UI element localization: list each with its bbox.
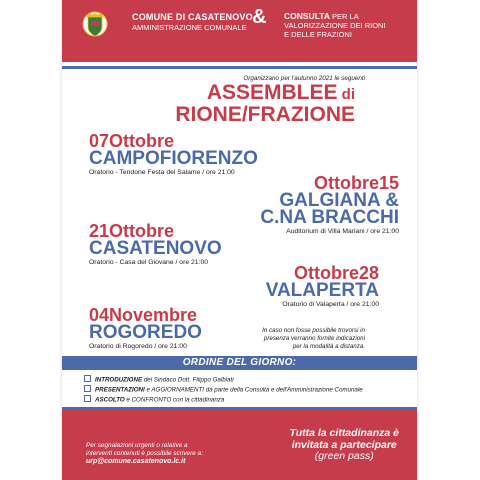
agenda-item [84, 375, 404, 385]
event-casatenovo [89, 222, 222, 266]
event-month: Ottobre [109, 131, 175, 151]
invite-line1: Tutta la cittadinanza è [289, 427, 399, 439]
invite-line3: (green pass) [314, 450, 374, 462]
org-consulta-line3: E DELLE FRAZIONI [284, 30, 352, 39]
title-di: di [337, 86, 355, 103]
org-comune-subtitle: AMMINISTRAZIONE COMUNALE [132, 23, 247, 32]
event-place: CASATENOVO [89, 238, 222, 259]
checkbox-bullet-icon [84, 375, 91, 382]
event-venue: Oratorio di Rogoredo / ore 21:00 [89, 343, 187, 350]
title-line2: RIONE/FRAZIONE [175, 103, 355, 126]
header-banner [62, 0, 417, 62]
note-line1: In caso non fosse possibile trovorsi in [262, 327, 365, 334]
agenda-item-text: e CONFRONTO con la cittadinanza [124, 396, 225, 404]
org-comune-name: COMUNE DI CASATENOVO [132, 12, 253, 22]
event-month: Ottobre [313, 173, 379, 193]
agenda-title: ORDINE DEL GIORNO: [182, 357, 297, 368]
contact-line2: interventi contenuti è possibile scrivere a: [86, 450, 203, 457]
org-consulta-line1: PER LA [329, 12, 359, 21]
event-day: 15 [378, 173, 399, 193]
contact-info [86, 442, 203, 466]
agenda-item-text: del Sindaco Dott. Filippo Galbiati [142, 376, 234, 384]
event-galgiana [260, 174, 399, 235]
agenda-list [84, 375, 404, 405]
event-valaperta [266, 264, 379, 308]
title-line1: ASSEMBLEE [206, 81, 338, 104]
event-place: VALAPERTA [265, 280, 379, 301]
event-day: 21 [89, 221, 110, 241]
event-place-line2: C.NA BRACCHI [260, 207, 399, 228]
event-place: ROGOREDO [89, 322, 202, 343]
org-consulta-line2: VALORIZZAZIONE DEI RIONI [284, 21, 386, 30]
remote-note [262, 327, 365, 351]
event-month: Ottobre [109, 221, 175, 241]
org-consulta [284, 12, 414, 39]
event-month: Novembre [109, 305, 198, 325]
contact-email-link[interactable]: urp@comune.casatenovo.lc.it [86, 458, 186, 465]
event-day: 04 [89, 305, 110, 325]
event-day: 07 [89, 131, 110, 151]
poster [62, 0, 417, 480]
municipal-crest-icon [82, 11, 108, 45]
agenda-item [84, 395, 404, 405]
note-line2: presenza verranno fornite indicazioni [263, 335, 365, 342]
event-month: Ottobre [293, 263, 359, 283]
org-consulta-name: CONSULTA [284, 11, 330, 21]
event-venue: Oratorio - Tendone Festa del Salame / ore 21:00 [89, 169, 235, 176]
blue-divider [62, 66, 417, 69]
event-day: 28 [358, 263, 379, 283]
intro-text: Organizzano per l'autunno 2021 le seguenti [243, 75, 365, 82]
event-venue: Oratorio di Valaperta / ore 21:00 [282, 301, 379, 308]
event-place: CAMPOFIORENZO [89, 148, 258, 169]
event-rogoredo [89, 306, 202, 350]
agenda-item [84, 385, 404, 395]
page-title [175, 83, 355, 125]
agenda-item-bold: ASCOLTO [95, 396, 125, 404]
ampersand: & [252, 6, 267, 28]
agenda-item-text: e AGGIORNAMENTI da parte della Consulta e dell'Amministrazione Comunale [144, 386, 363, 394]
invite-text [290, 428, 400, 463]
checkbox-bullet-icon [84, 395, 91, 402]
org-comune [132, 12, 253, 32]
event-venue: Oratorio - Casa del Giovane / ore 21:00 [89, 259, 209, 266]
agenda-item-bold: PRESENTAZIONI [95, 386, 145, 394]
agenda-item-bold: INTRODUZIONE [95, 376, 143, 384]
event-place: GALGIANA & [279, 190, 399, 211]
note-line3: per la modalità a distanza. [292, 343, 365, 350]
checkbox-bullet-icon [84, 385, 91, 392]
invite-line2: invitata a partecipare [291, 438, 397, 451]
contact-line1: Per segnalazioni urgenti o relative a [86, 442, 188, 449]
event-venue: Auditorium di Villa Mariani / ore 21:00 [286, 228, 399, 235]
event-campofiorenzo [89, 132, 258, 176]
